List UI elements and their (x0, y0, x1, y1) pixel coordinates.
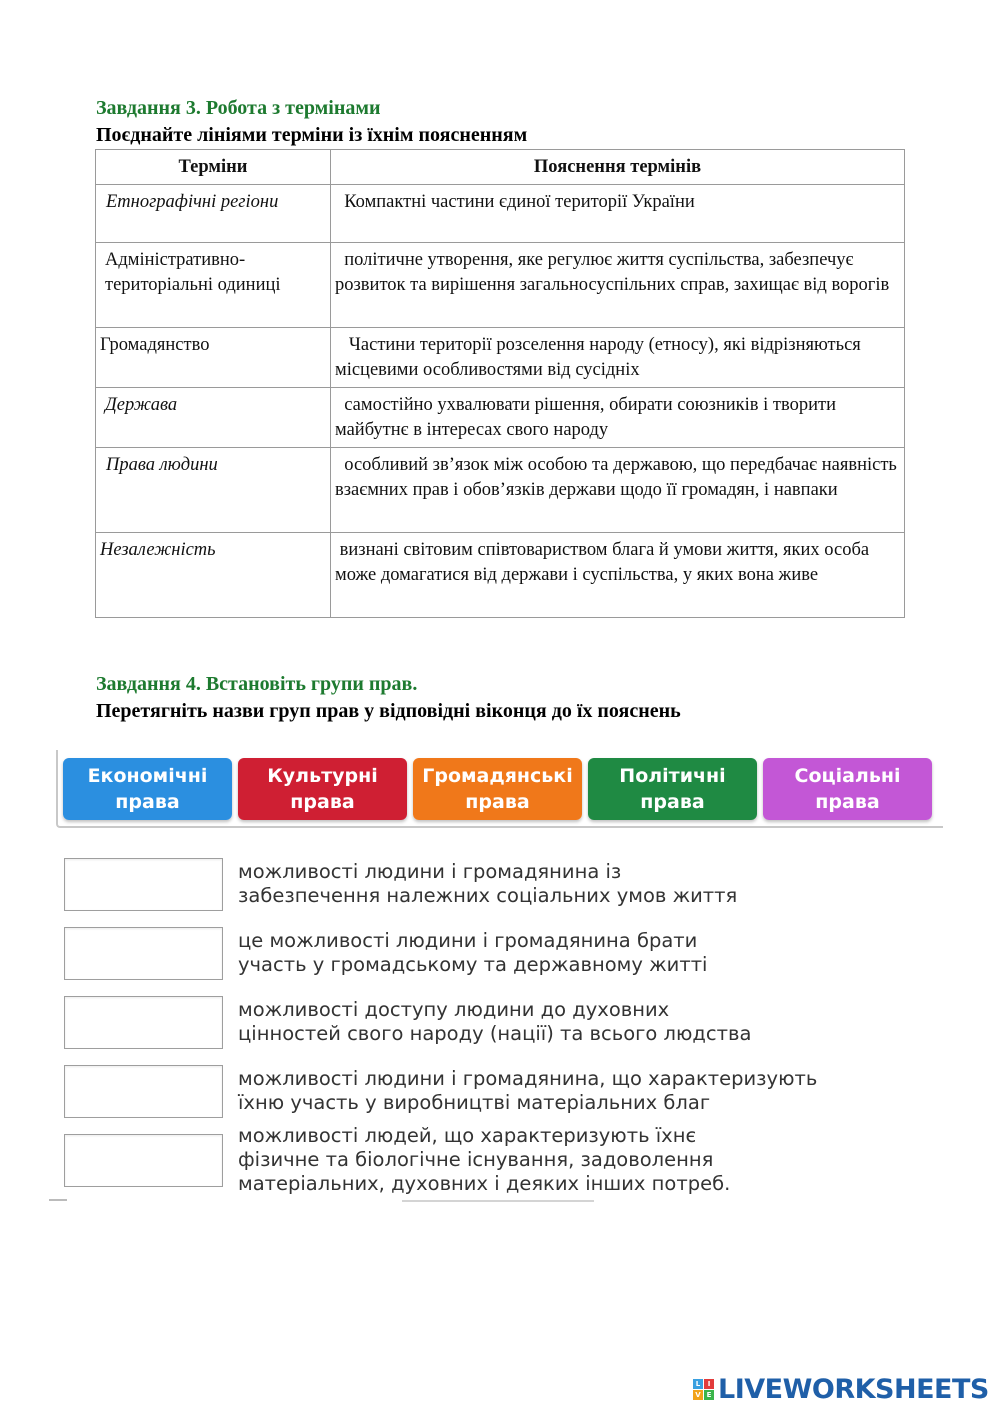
header-terms: Терміни (96, 150, 331, 185)
table-row (96, 328, 905, 388)
chip-label-line2: права (465, 791, 530, 813)
chip-social-rights[interactable] (763, 758, 932, 820)
explanation-cell[interactable]: Частини території розселення народу (етносу), які відрізняються місцевими особливостями від сусідніх (331, 328, 905, 388)
table-row (96, 533, 905, 618)
drop-box-5[interactable] (64, 1134, 223, 1187)
chip-cultural-rights[interactable] (238, 758, 407, 820)
task4-title: Завдання 4. Встановіть групи прав. (96, 673, 418, 695)
logo-letter: L (693, 1379, 703, 1389)
logo-text: LIVEWORKSHEETS (718, 1374, 989, 1405)
chip-political-rights[interactable] (588, 758, 757, 820)
chip-label-line1: Політичні (619, 765, 726, 787)
term-cell[interactable]: Незалежність (96, 533, 331, 618)
task3-instruction: Поєднайте лініями терміни із їхнім поясненням (96, 124, 528, 146)
explanation-cell[interactable]: особливий зв’язок між особою та державою, що передбачає наявність взаємних прав і обов’язків держави щодо її громадян, і навпаки (331, 448, 905, 533)
chip-label-line2: права (290, 791, 355, 813)
table-row (96, 448, 905, 533)
drop-box-4[interactable] (64, 1065, 223, 1118)
header-explanations: Пояснення термінів (331, 150, 905, 185)
description-5: можливості людей, що характеризують їхнє фізичне та біологічне існування, задоволення матеріальних, духовних і деяких інших потреб. (238, 1124, 731, 1195)
term-cell[interactable]: Держава (96, 388, 331, 448)
chip-label-line1: Соціальні (794, 765, 901, 787)
chip-label-line1: Культурні (267, 765, 378, 787)
chip-label-line1: Економічні (87, 765, 208, 787)
explanation-cell[interactable]: політичне утворення, яке регулює життя суспільства, забезпечує розвиток та вирішення загальносуспільних справ, захищає від ворогів (331, 243, 905, 328)
chip-label-line1: Громадянські (422, 765, 573, 787)
drop-box-2[interactable] (64, 927, 223, 980)
table-row (96, 243, 905, 328)
table-header-row (96, 150, 905, 185)
drop-box-3[interactable] (64, 996, 223, 1049)
description-3: можливості доступу людини до духовних цінностей свого народу (нації) та всього людства (238, 998, 752, 1045)
explanation-cell[interactable]: Компактні частини єдиної території України (331, 185, 905, 243)
logo-grid-icon (693, 1379, 714, 1400)
chip-civil-rights[interactable] (413, 758, 582, 820)
divider-mark (402, 1200, 594, 1202)
description-4: можливості людини і громадянина, що характеризують їхню участь у виробництві матеріальних благ (238, 1067, 818, 1114)
table-row (96, 185, 905, 243)
liveworksheets-logo[interactable] (693, 1374, 989, 1405)
chip-economic-rights[interactable] (63, 758, 232, 820)
logo-letter: I (704, 1379, 714, 1389)
task4-instruction: Перетягніть назви груп прав у відповідні віконця до їх пояснень (96, 700, 681, 722)
term-cell[interactable]: Етнографічні регіони (96, 185, 331, 243)
explanation-cell[interactable]: визнані світовим співтовариством блага й умови життя, яких особа може домагатися від держави і суспільства, у яких вона живе (331, 533, 905, 618)
task3-title: Завдання 3. Робота з термінами (96, 97, 381, 119)
chip-label-line2: права (640, 791, 705, 813)
term-text: Адміністративно-територіальні одиниці (105, 250, 281, 295)
chip-label-line2: права (115, 791, 180, 813)
table-row (96, 388, 905, 448)
drop-box-1[interactable] (64, 858, 223, 911)
term-cell[interactable] (96, 243, 331, 328)
explanation-cell[interactable]: самостійно ухвалювати рішення, обирати союзників і творити майбутнє в інтересах свого народу (331, 388, 905, 448)
description-1: можливості людини і громадянина із забезпечення належних соціальних умов життя (238, 860, 738, 907)
description-2: це можливості людини і громадянина брати участь у громадському та державному житті (238, 929, 708, 976)
term-cell[interactable]: Громадянство (96, 328, 331, 388)
terms-table (95, 149, 905, 618)
logo-letter: V (693, 1390, 703, 1400)
term-cell[interactable]: Права людини (96, 448, 331, 533)
divider-mark (49, 1199, 67, 1201)
logo-letter: E (704, 1390, 714, 1400)
chip-label-line2: права (815, 791, 880, 813)
